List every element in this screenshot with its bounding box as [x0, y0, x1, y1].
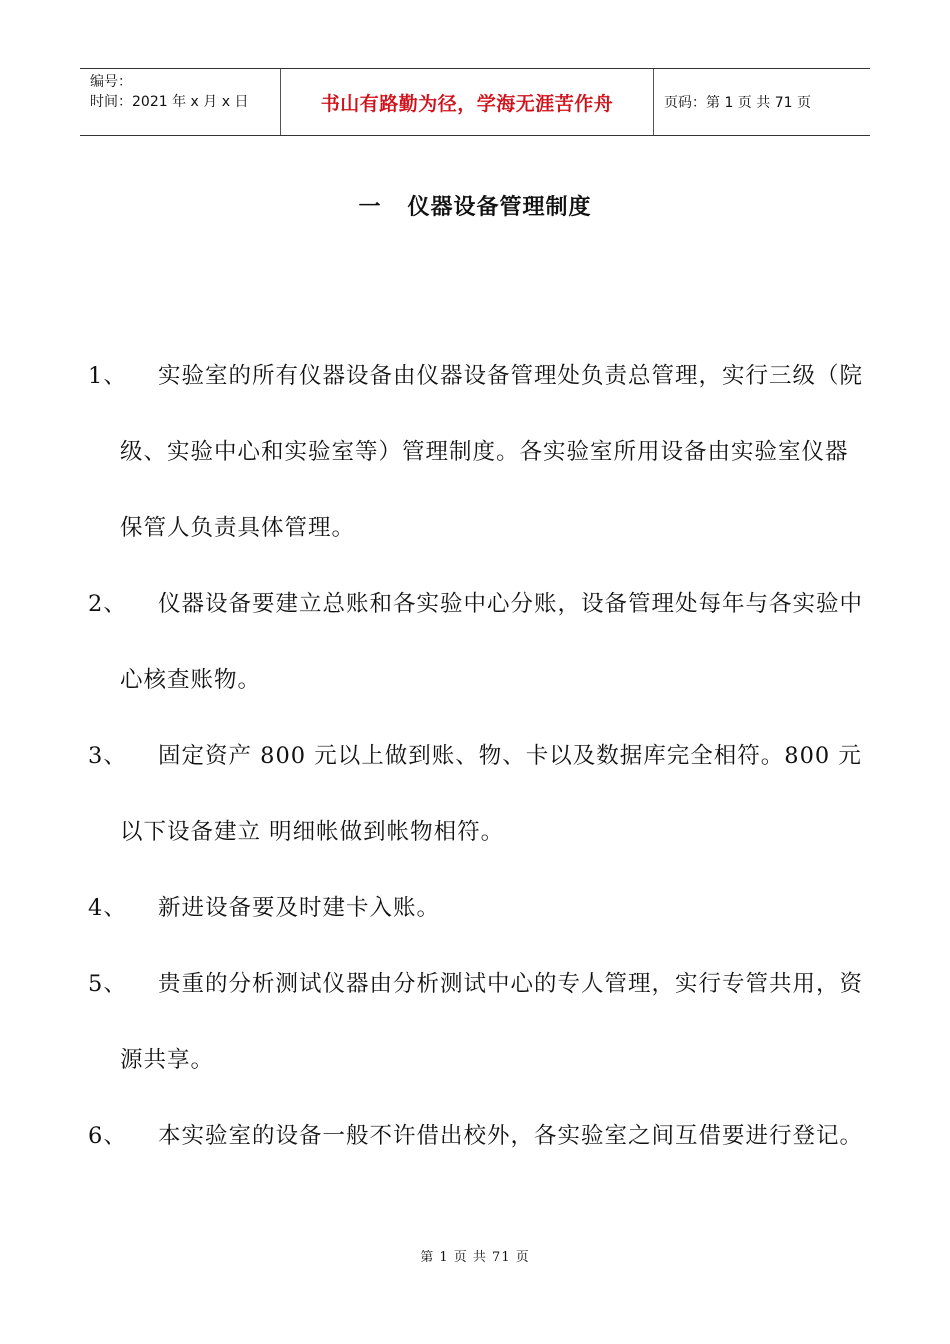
- item-text: 新进设备要及时建卡入账。: [158, 895, 441, 921]
- regulation-list: [88, 338, 868, 1174]
- item-text: 贵重的分析测试仪器由分析测试中心的专人管理，实行专管共用，资源共享。: [120, 971, 864, 1073]
- list-item: [88, 870, 868, 946]
- list-item: [88, 946, 868, 1098]
- time-label: 时间：2021 年 x 月 x 日: [90, 94, 249, 110]
- header-meta: [80, 69, 281, 135]
- item-number: 3、: [88, 743, 127, 769]
- item-number: 1、: [88, 363, 127, 389]
- list-item: [88, 718, 868, 870]
- item-number: 6、: [88, 1123, 127, 1149]
- list-item: [88, 566, 868, 718]
- item-text: 仪器设备要建立总账和各实验中心分账，设备管理处每年与各实验中心核查账物。: [120, 591, 864, 693]
- item-text: 本实验室的设备一般不许借出校外，各实验室之间互借要进行登记。: [158, 1123, 864, 1149]
- item-number: 5、: [88, 971, 127, 997]
- item-text: 实验室的所有仪器设备由仪器设备管理处负责总管理，实行三级（院级、实验中心和实验室等）管理制度。各实验室所用设备由实验室仪器保管人负责具体管理。: [120, 363, 864, 541]
- header-motto: 书山有路勤为径，学海无涯苦作舟: [281, 69, 654, 135]
- page-footer: 第 1 页 共 71 页: [420, 1250, 530, 1265]
- page-title: [0, 190, 950, 221]
- title-number: 一: [358, 195, 382, 220]
- document-header: [80, 68, 870, 136]
- item-number: 4、: [88, 895, 127, 921]
- item-text: 固定资产 800 元以上做到账、物、卡以及数据库完全相符。800 元以下设备建立 明细帐做到帐物相符。: [120, 743, 862, 845]
- number-label: 编号：: [90, 74, 132, 90]
- title-text: 仪器设备管理制度: [407, 195, 592, 220]
- item-number: 2、: [88, 591, 127, 617]
- list-item: [88, 1098, 868, 1174]
- header-page-info: 页码：第 1 页 共 71 页: [664, 95, 811, 111]
- list-item: [88, 338, 868, 566]
